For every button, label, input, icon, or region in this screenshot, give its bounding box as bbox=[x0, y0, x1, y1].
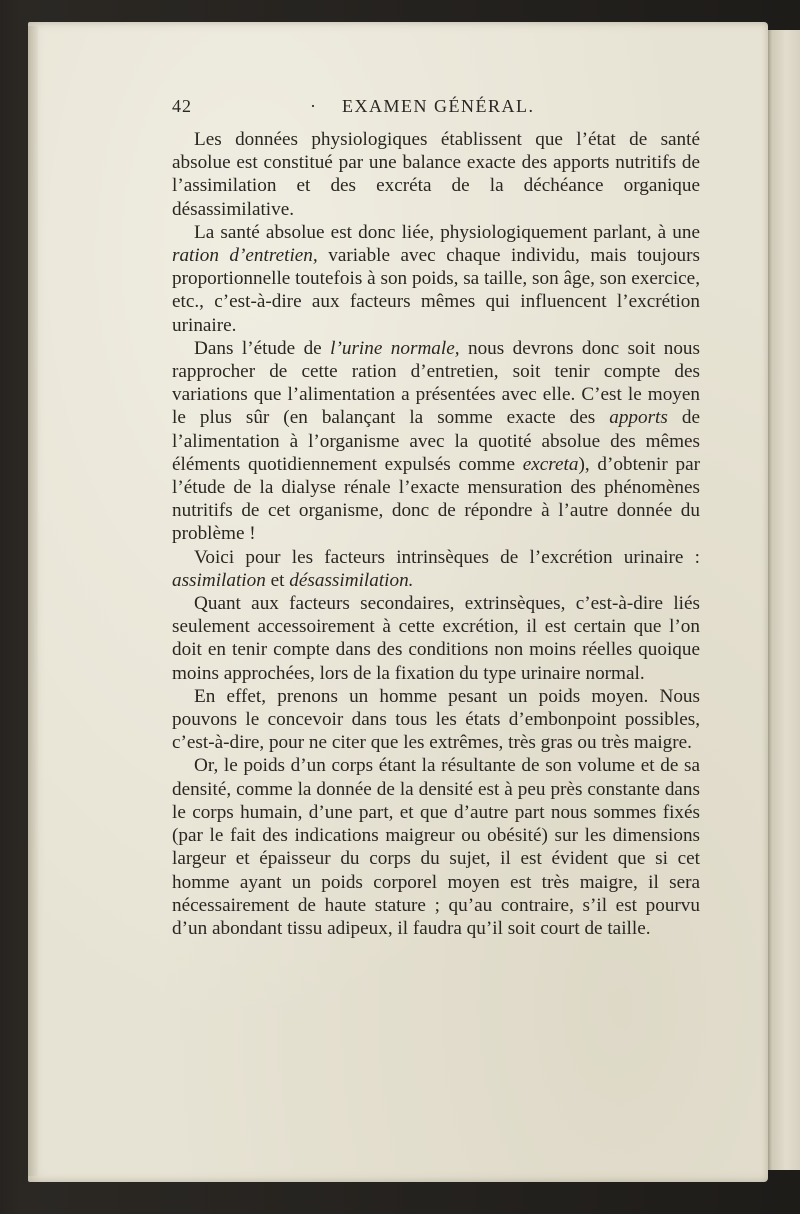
text-segment: nous devrons donc soit nous rapprocher de cette ration d’entretien, soit tenir compte des variations que l’alimentation a présentées avec elle. C’est le moyen le plus sûr (en balançant la somme exacte des bbox=[172, 337, 700, 429]
paragraph bbox=[172, 685, 700, 755]
text-segment: et bbox=[265, 569, 290, 591]
body-text bbox=[172, 128, 700, 940]
paragraph bbox=[172, 592, 700, 685]
text-segment: variable avec chaque individu, mais toujours proportionnelle toutefois à son poids, sa taille, son âge, son exercice, etc., c’est-à-dire aux facteurs mêmes qui influencent l’excrétion urinaire. bbox=[172, 245, 700, 336]
page-gutter bbox=[28, 26, 38, 1176]
italic-text: assimilation bbox=[172, 569, 266, 591]
paragraph bbox=[172, 337, 700, 546]
text-segment: ), d’obtenir par l’étude de la dialyse rénale l’exacte mensuration des phénomènes nutritifs de cet organisme, donc de répondre à l’autre donnée du problème ! bbox=[172, 453, 700, 545]
text-segment: La santé absolue est donc liée, physiologiquement parlant, à une bbox=[194, 221, 700, 243]
running-head-title: EXAMEN GÉNÉRAL. bbox=[342, 96, 535, 116]
text-segment: de l’alimentation à l’organisme avec la quotité absolue des mêmes éléments quotidiennement expulsés comme bbox=[172, 407, 700, 475]
italic-text: l’urine normale, bbox=[330, 337, 460, 359]
paragraph bbox=[172, 221, 700, 337]
text-segment: En effet, prenons un homme pesant un poids moyen. Nous pouvons le concevoir dans tous les états d’embonpoint possibles, c’est-à-dire, pour ne citer que les extrêmes, très gras ou très maigre. bbox=[172, 685, 700, 754]
text-segment: Or, le poids d’un corps étant la résultante de son volume et de sa densité, comme la donnée de la densité est à peu près constante dans le corps humain, d’une part, et que d’autre part nous sommes fixés (par le fait des indications maigreur ou obésité) sur les dimensions largeur et épaisseur du corps du sujet, il est évident que si cet homme ayant un poids corporel moyen est très maigre, il sera nécessairement de haute stature ; qu’au contraire, s’il est pourvu d’un abondant tissu adipeux, il faudra qu’il soit court de taille. bbox=[172, 755, 700, 939]
header-separator: · bbox=[310, 96, 317, 116]
text-segment: Quant aux facteurs secondaires, extrinsèques, c’est-à-dire liés seulement accessoirement à cette excrétion, il est certain que l’on doit en tenir compte dans des conditions non moins réelles quoique moins approchées, lors de la fixation du type urinaire normal. bbox=[172, 593, 700, 684]
text-segment: Les données physiologiques établissent que l’état de santé absolue est constitué par une balance exacte des apports nutritifs de l’assimilation et des excréta de la déchéance organique désassimilative. bbox=[172, 129, 700, 220]
italic-text: excreta bbox=[522, 453, 579, 475]
text-segment: Dans l’étude de bbox=[194, 337, 331, 359]
paragraph bbox=[172, 546, 700, 592]
italic-text: désassimilation. bbox=[289, 569, 414, 591]
italic-text: apports bbox=[609, 407, 668, 429]
running-head bbox=[170, 96, 700, 126]
italic-text: ration d’entretien, bbox=[172, 245, 318, 267]
facing-page-edge bbox=[766, 30, 800, 1170]
text-segment: Voici pour les facteurs intrinsèques de l’excrétion urinaire : bbox=[194, 546, 700, 568]
page-number: 42 bbox=[172, 96, 192, 116]
paragraph bbox=[172, 754, 700, 940]
paragraph bbox=[172, 128, 700, 221]
